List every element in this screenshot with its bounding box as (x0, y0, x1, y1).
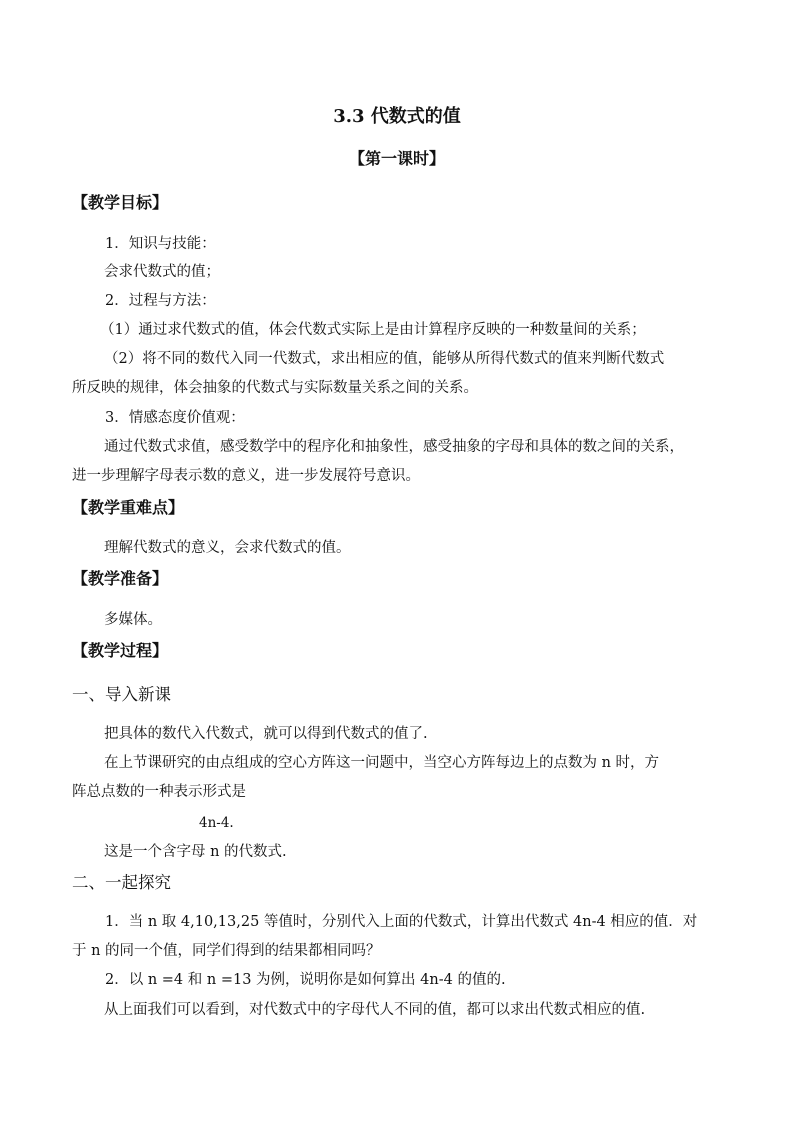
prep-heading: 【教学准备】 (72, 569, 169, 588)
question-1-line-1: 1．当 n 取 4,10,13,25 等值时，分别代入上面的代数式，计算出代数式 4n-4 相应的值．对 (105, 914, 698, 930)
goal-2-paragraph-1: （1）通过求代数式的值，体会代数式实际上是由计算程序反映的一种数量间的关系； (100, 322, 646, 338)
goal-3-line-1: 通过代数式求值，感受数学中的程序化和抽象性，感受抽象的字母和具体的数之间的关系， (104, 439, 684, 455)
section-1-paragraph-2-line-2: 阵总点数的一种表示形式是 (72, 784, 246, 800)
section-1-paragraph-1: 把具体的数代入代数式，就可以得到代数式的值了. (104, 726, 428, 742)
section-1-paragraph-2-line-1: 在上节课研究的由点组成的空心方阵这一问题中，当空心方阵每边上的点数为 n 时，方 (104, 755, 660, 771)
keypoints-text: 理解代数式的意义，会求代数式的值。 (104, 540, 351, 556)
prep-text: 多媒体。 (104, 612, 162, 628)
goal-1-text: 会求代数式的值； (104, 264, 220, 280)
goal-2-title: 2．过程与方法： (105, 293, 216, 309)
goal-2-paragraph-2-line-1: （2）将不同的数代入同一代数式，求出相应的值，能够从所得代数式的值来判断代数式 (104, 351, 665, 367)
question-2: 2．以 n =4 和 n =13 为例，说明你是如何算出 4n-4 的值的. (105, 972, 506, 988)
goal-2-paragraph-2-line-2: 所反映的规律，体会抽象的代数式与实际数量关系之间的关系。 (72, 380, 478, 396)
page-title: 3.3 代数式的值 (333, 106, 461, 127)
lesson-subtitle: 【第一课时】 (348, 149, 445, 168)
keypoints-heading: 【教学重难点】 (72, 498, 185, 517)
section-1-title: 一、导入新课 (72, 685, 171, 704)
section-1-paragraph-3: 这是一个含字母 n 的代数式. (104, 844, 287, 860)
goal-1-title: 1．知识与技能： (105, 236, 216, 252)
goal-3-title: 3．情感态度价值观： (105, 410, 245, 426)
question-1-line-2: 于 n 的同一个值，同学们得到的结果都相同吗？ (72, 943, 381, 959)
formula-4n-minus-4: 4n-4. (199, 815, 234, 831)
goal-3-line-2: 进一步理解字母表示数的意义，进一步发展符号意识。 (72, 468, 420, 484)
section-2-title: 二、一起探究 (72, 873, 171, 892)
section-2-conclusion: 从上面我们可以看到，对代数式中的字母代人不同的值，都可以求出代数式相应的值. (104, 1002, 646, 1018)
goals-heading: 【教学目标】 (72, 193, 169, 212)
process-heading: 【教学过程】 (72, 641, 169, 660)
